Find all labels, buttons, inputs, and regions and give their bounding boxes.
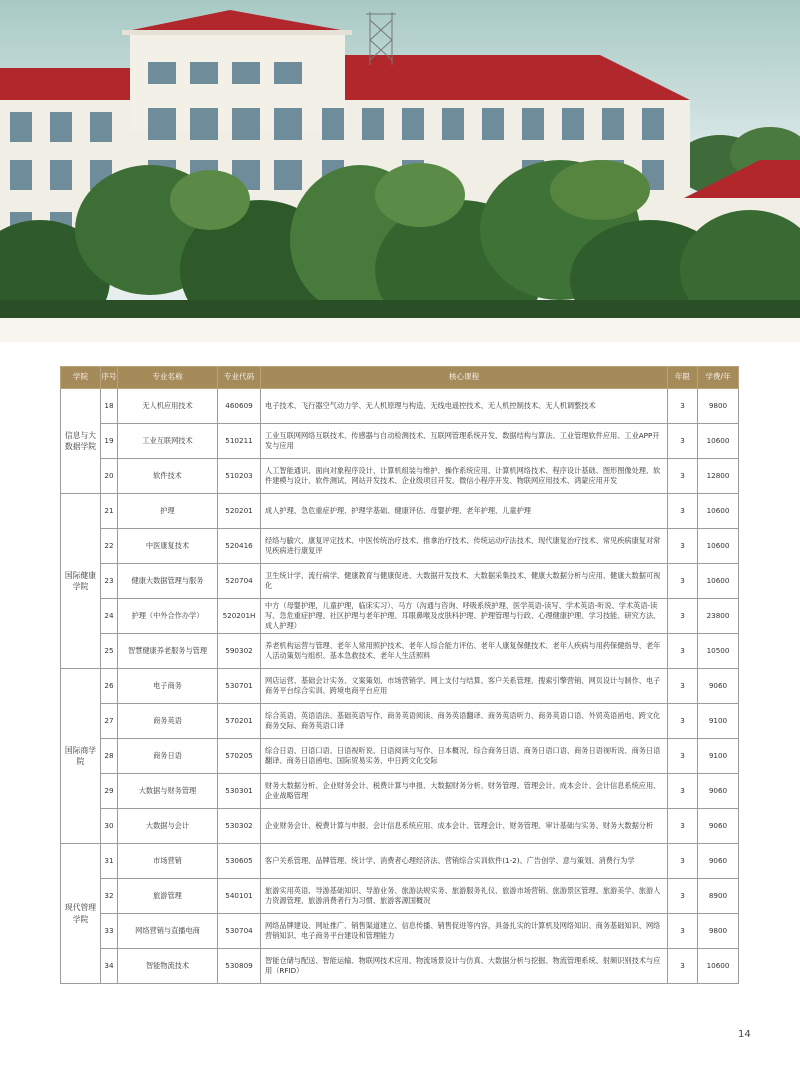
header-fee: 学费/年 [698,367,739,389]
seq-cell: 29 [101,774,118,809]
core-cell: 网络品牌建设、网址推广、销售渠道建立、信息传播、销售促进等内容，具备扎实的计算机及网络知识、商务基础知识、网络营销知识、电子商务平台建设和管理能力 [261,914,668,949]
years-cell: 3 [668,424,698,459]
name-cell: 旅游管理 [118,879,218,914]
table-header-row [61,367,739,389]
seq-cell: 31 [101,844,118,879]
core-cell: 财务大数据分析、企业财务会计、税费计算与申报、大数据财务分析、财务管理、管理会计、成本会计、会计信息系统应用、企业战略管理 [261,774,668,809]
table-row [61,844,739,879]
seq-cell: 26 [101,669,118,704]
years-cell: 3 [668,879,698,914]
core-cell: 智能仓储与配送、智能运输、物联网技术应用、物流场景设计与仿真、大数据分析与挖掘、物流管理系统、射频识别技术与应用（RFID） [261,949,668,984]
name-cell: 商务日语 [118,739,218,774]
years-cell: 3 [668,389,698,424]
table-row [61,599,739,634]
years-cell: 3 [668,669,698,704]
code-cell: 530704 [218,914,261,949]
years-cell: 3 [668,599,698,634]
table-row [61,739,739,774]
fee-cell: 10600 [698,424,739,459]
core-cell: 综合日语、日语口语、日语视听说、日语阅读与写作、日本概况、综合商务日语、商务日语口语、商务日语视听说、商务日语翻译、商务日语函电、国际贸易实务、中日跨文化交际 [261,739,668,774]
years-cell: 3 [668,459,698,494]
fee-cell: 8900 [698,879,739,914]
code-cell: 520201 [218,494,261,529]
core-cell: 网店运营、基础会计实务、文案策划、市场营销学、网上支付与结算、客户关系管理、搜索引擎营销、网页设计与制作、电子商务平台综合实训、跨境电商平台应用 [261,669,668,704]
table-row [61,879,739,914]
name-cell: 中医康复技术 [118,529,218,564]
years-cell: 3 [668,704,698,739]
fee-cell: 23800 [698,599,739,634]
name-cell: 无人机应用技术 [118,389,218,424]
fee-cell: 9060 [698,844,739,879]
page-number: 14 [738,1029,751,1040]
seq-cell: 18 [101,389,118,424]
college-cell-management: 现代管理学院 [61,844,101,984]
code-cell: 530605 [218,844,261,879]
core-cell: 电子技术、飞行器空气动力学、无人机原理与构造、无线电遥控技术、无人机控制技术、无人机调整技术 [261,389,668,424]
name-cell: 电子商务 [118,669,218,704]
table-row [61,669,739,704]
core-cell: 成人护理、急危重症护理、护理学基础、健康评估、母婴护理、老年护理、儿童护理 [261,494,668,529]
code-cell: 460609 [218,389,261,424]
table-row [61,389,739,424]
name-cell: 网络营销与直播电商 [118,914,218,949]
years-cell: 3 [668,914,698,949]
code-cell: 530809 [218,949,261,984]
fee-cell: 9100 [698,739,739,774]
name-cell: 商务英语 [118,704,218,739]
table-row [61,809,739,844]
years-cell: 3 [668,949,698,984]
code-cell: 590302 [218,634,261,669]
program-table [60,366,739,984]
header-core: 核心课程 [261,367,668,389]
table-row [61,529,739,564]
header-code: 专业代码 [218,367,261,389]
seq-cell: 28 [101,739,118,774]
name-cell: 健康大数据管理与服务 [118,564,218,599]
core-cell: 客户关系管理、品牌管理、统计学、消费者心理经济法、营销综合实训软件(1-2)、广告创学、意与策划、消费行为学 [261,844,668,879]
fee-cell: 12800 [698,459,739,494]
name-cell: 工业互联网技术 [118,424,218,459]
years-cell: 3 [668,494,698,529]
seq-cell: 22 [101,529,118,564]
seq-cell: 25 [101,634,118,669]
core-cell: 人工智能通识、面向对象程序设计、计算机组装与维护、操作系统应用、计算机网络技术、程序设计基础、图形图像处理、软件建模与设计、软件测试、网站开发技术、企业级项目开发、微信小程序开发、物联网应用技术、鸿蒙应用开发 [261,459,668,494]
fee-cell: 9060 [698,669,739,704]
fee-cell: 10600 [698,564,739,599]
name-cell: 护理 [118,494,218,529]
code-cell: 510211 [218,424,261,459]
core-cell: 养老机构运营与管理、老年人常用照护技术、老年人综合能力评估、老年人康复保健技术、老年人疾病与用药保健指导、老年人活动策划与组织、基本急救技术、老年人生活照料 [261,634,668,669]
years-cell: 3 [668,774,698,809]
years-cell: 3 [668,844,698,879]
table-row [61,914,739,949]
seq-cell: 33 [101,914,118,949]
campus-photo [0,0,800,318]
table-row [61,949,739,984]
table-row [61,564,739,599]
code-cell: 570201 [218,704,261,739]
name-cell: 大数据与会计 [118,809,218,844]
seq-cell: 30 [101,809,118,844]
photo-bottom-band [0,318,800,342]
fee-cell: 9060 [698,774,739,809]
core-cell: 卫生统计学、流行病学、健康教育与健康促进、大数据开发技术、大数据采集技术、健康大数据分析与应用、健康大数据可视化 [261,564,668,599]
name-cell: 软件技术 [118,459,218,494]
core-cell: 企业财务会计、税费计算与申报、会计信息系统应用、成本会计、管理会计、财务管理、审计基础与实务、财务大数据分析 [261,809,668,844]
table-row [61,459,739,494]
code-cell: 540101 [218,879,261,914]
core-cell: 综合英语、英语语法、基础英语写作、商务英语阅读、商务英语翻译、商务英语听力、商务英语口语、外贸英语函电、跨文化商务交际、商务英语口译 [261,704,668,739]
code-cell: 520704 [218,564,261,599]
fee-cell: 10500 [698,634,739,669]
table-row [61,494,739,529]
years-cell: 3 [668,634,698,669]
campus-building-illustration [0,0,800,318]
fee-cell: 10600 [698,529,739,564]
table-row [61,774,739,809]
name-cell: 护理（中外合作办学） [118,599,218,634]
core-cell: 经络与腧穴、康复评定技术、中医传统治疗技术、推拿治疗技术、传统运动疗法技术、现代康复治疗技术、常见疾病康复对常见疾病进行康复评 [261,529,668,564]
fee-cell: 9800 [698,914,739,949]
table-row [61,424,739,459]
code-cell: 510203 [218,459,261,494]
seq-cell: 27 [101,704,118,739]
core-cell: 旅游实用英语、导游基础知识、导游业务、旅游法规实务、旅游服务礼仪、旅游市场营销、旅游景区管理、旅游美学、旅游人力资源管理、旅游消费者行为习惯、旅游客源国概况 [261,879,668,914]
fee-cell: 9800 [698,389,739,424]
seq-cell: 20 [101,459,118,494]
code-cell: 530302 [218,809,261,844]
seq-cell: 21 [101,494,118,529]
seq-cell: 23 [101,564,118,599]
name-cell: 智慧健康养老服务与管理 [118,634,218,669]
seq-cell: 24 [101,599,118,634]
fee-cell: 9060 [698,809,739,844]
college-cell-info: 信息与大数据学院 [61,389,101,494]
table-row [61,704,739,739]
name-cell: 智能物流技术 [118,949,218,984]
fee-cell: 9100 [698,704,739,739]
header-years: 年限 [668,367,698,389]
seq-cell: 19 [101,424,118,459]
code-cell: 570205 [218,739,261,774]
fee-cell: 10600 [698,949,739,984]
years-cell: 3 [668,809,698,844]
code-cell: 520201H [218,599,261,634]
name-cell: 市场营销 [118,844,218,879]
code-cell: 530301 [218,774,261,809]
years-cell: 3 [668,739,698,774]
code-cell: 520416 [218,529,261,564]
fee-cell: 10600 [698,494,739,529]
core-cell: 中方（母婴护理，儿童护理，临床实习）、马方（沟通与咨询、呼吸系统护理、医学英语-读写、学术英语-听说、学术英语-读写、急危重症护理、社区护理与老年护理、耳眼鼻喉及皮肤科护理、护理管理与行政、心理健康护理、学习技能、研究方法、成人护理） [261,599,668,634]
core-cell: 工业互联网网络互联技术、传感器与自动检测技术、互联网管理系统开发、数据结构与算法、工业管理软件应用、工业APP开发与应用 [261,424,668,459]
name-cell: 大数据与财务管理 [118,774,218,809]
years-cell: 3 [668,564,698,599]
code-cell: 530701 [218,669,261,704]
years-cell: 3 [668,529,698,564]
header-name: 专业名称 [118,367,218,389]
seq-cell: 34 [101,949,118,984]
table-row [61,634,739,669]
college-cell-business: 国际商学院 [61,669,101,844]
header-college: 学院 [61,367,101,389]
seq-cell: 32 [101,879,118,914]
header-seq: 序号 [101,367,118,389]
college-cell-health: 国际健康学院 [61,494,101,669]
